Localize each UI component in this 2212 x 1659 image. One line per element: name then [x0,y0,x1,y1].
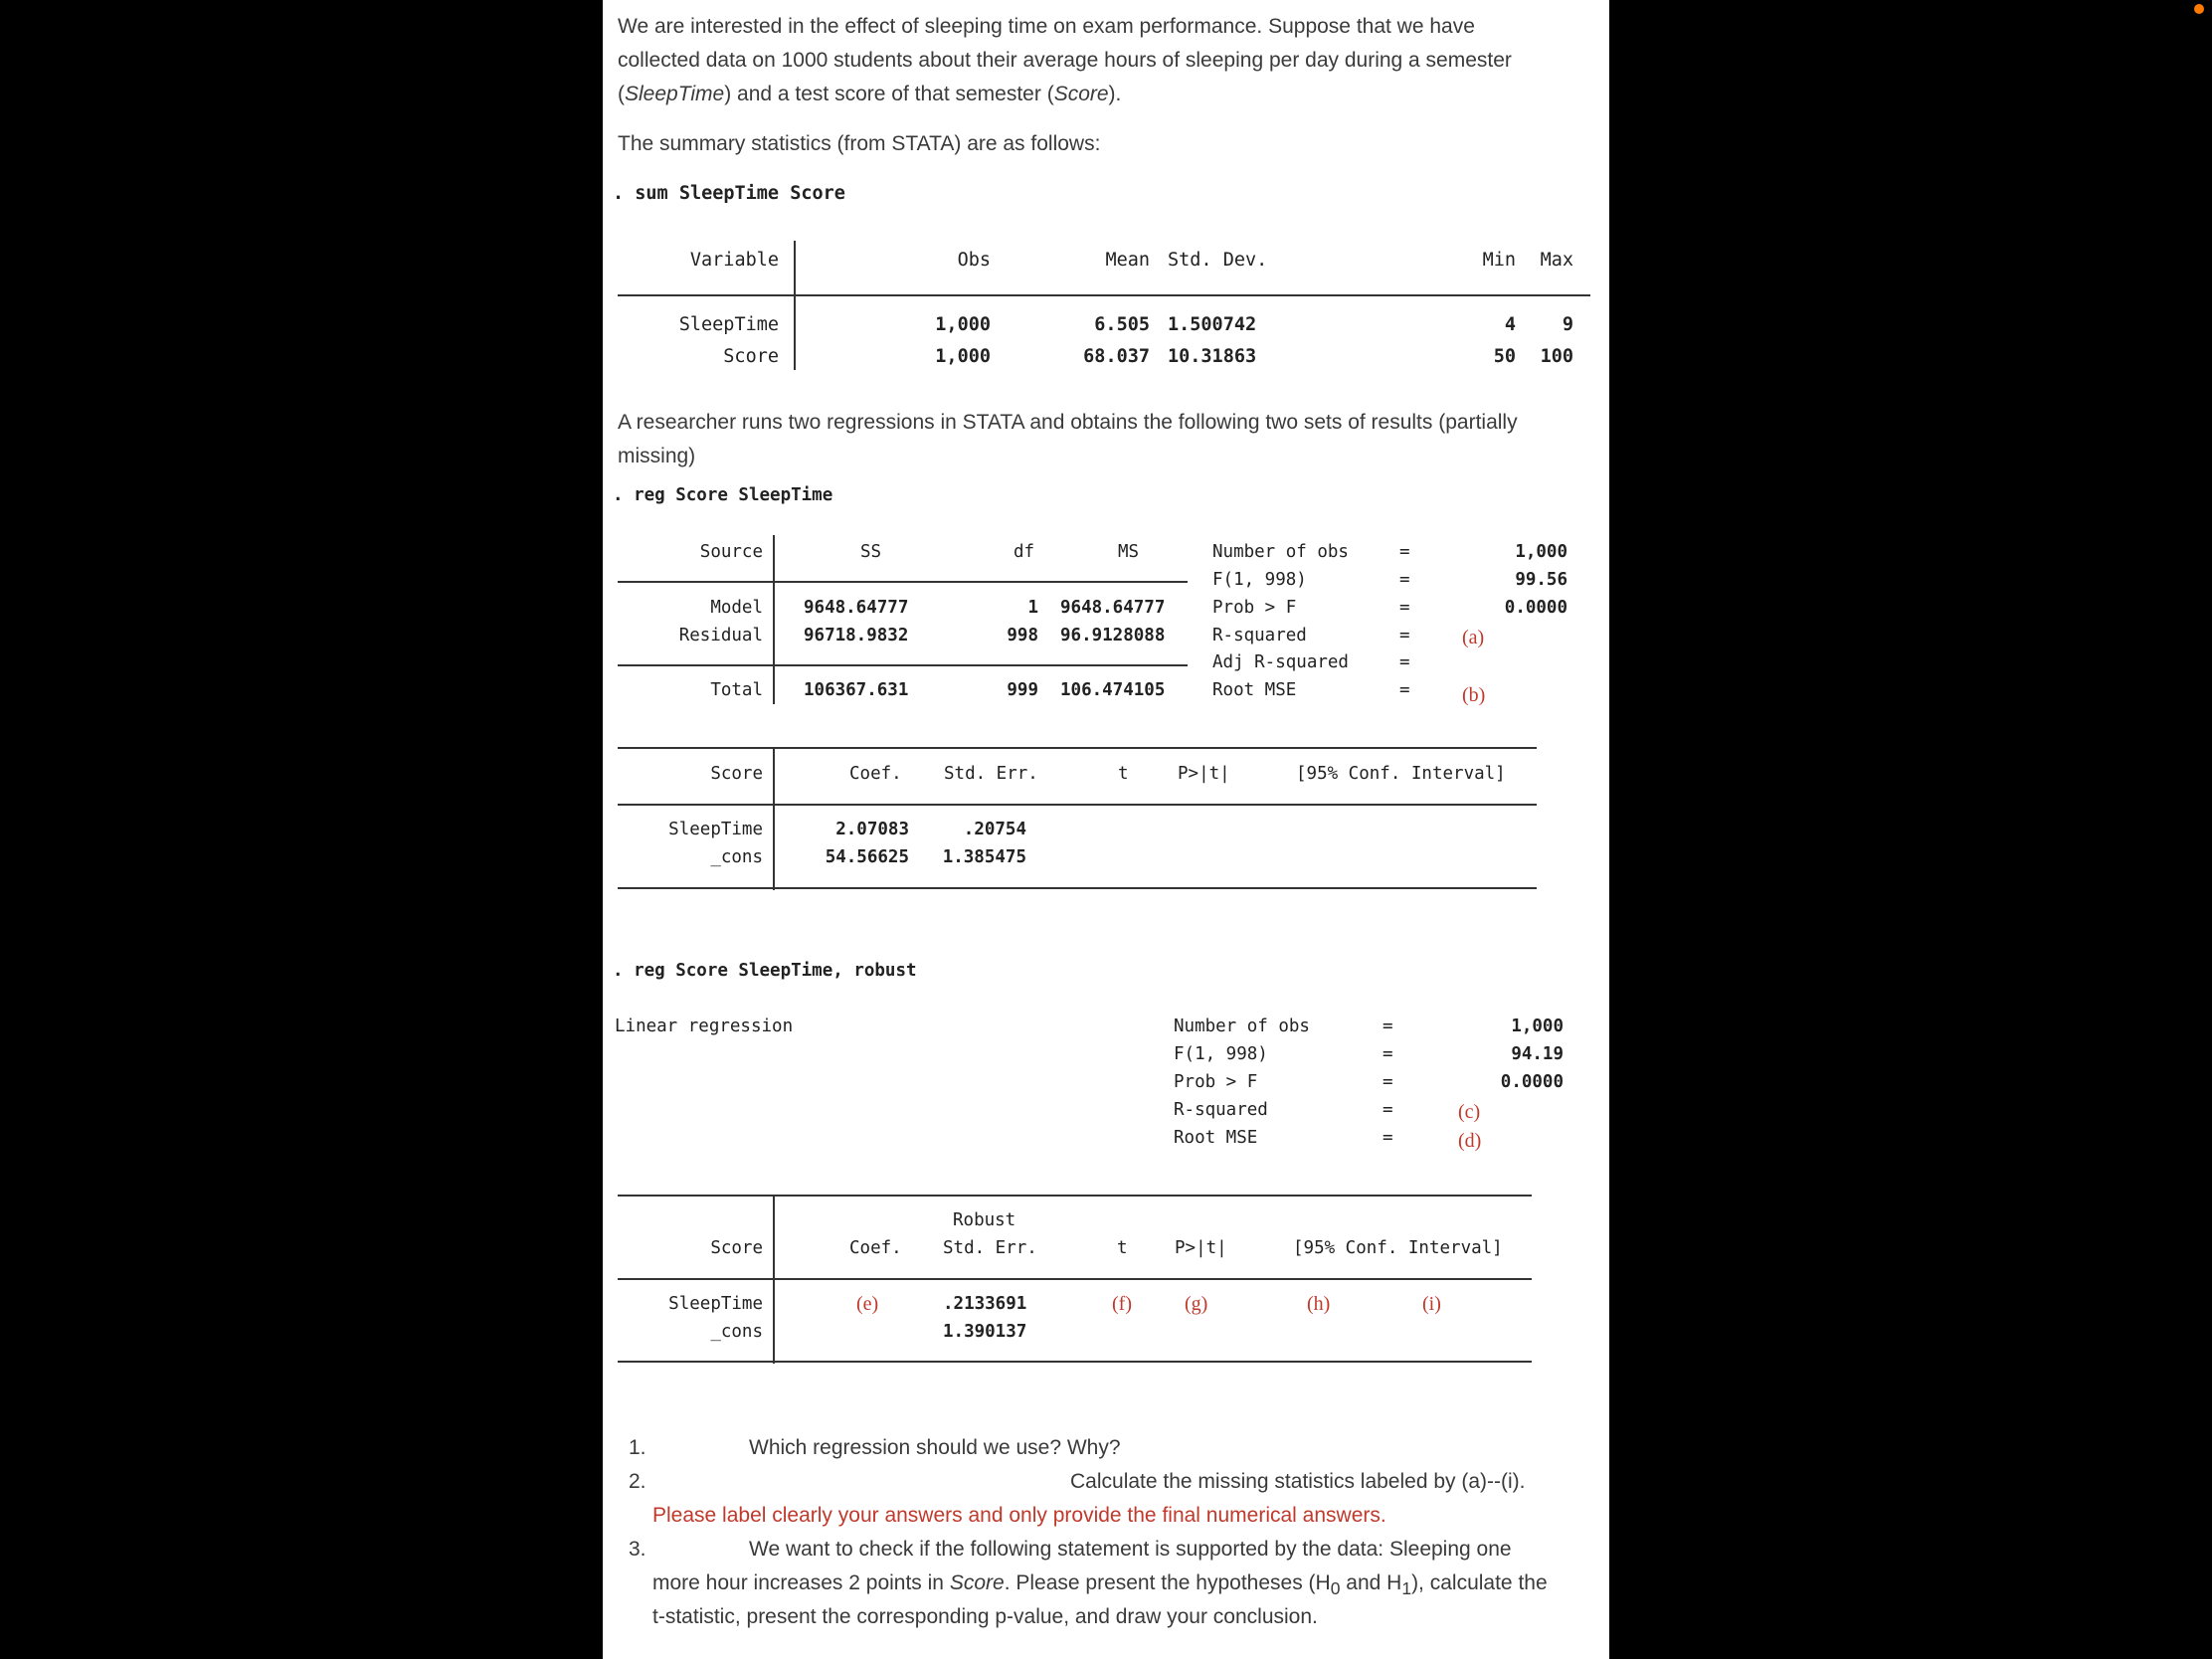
sum-command: . sum SleepTime Score [613,183,845,204]
sum-row-score-max: 100 [1540,346,1573,367]
reg1-row-total-ms: 106.474105 [1060,680,1166,700]
reg2-coef-header-p: P>|t| [1175,1238,1227,1258]
reg1-stat-eq: = [1399,570,1410,590]
reg1-coef-row-cons-se: 1.385475 [942,847,1026,867]
reg1-coef-header-ci: [95% Conf. Interval] [1296,764,1506,784]
reg1-stat-value: 99.56 [1515,570,1567,590]
question-2-warning: Please label clearly your answers and only provide the final numerical answers. [652,1504,1386,1527]
question-3-line-3: t-statistic, present the corresponding p-value, and draw your conclusion. [652,1605,1318,1628]
reg1-row-total-name: Total [710,680,763,700]
sum-row-sleeptime-name: SleepTime [678,314,779,335]
reg1-missing-b: (b) [1462,684,1486,706]
reg1-row-model-name: Model [710,598,763,618]
reg1-header-ms: MS [1118,542,1140,562]
reg2-coef-row-sleeptime-name: SleepTime [668,1294,763,1314]
reg1-stat-eq: = [1399,626,1410,645]
reg1-header-df: df [1014,542,1035,562]
document-page [603,0,1609,1659]
reg1-row-model-ms: 9648.64777 [1060,598,1166,618]
reg2-missing-h: (h) [1307,1293,1331,1315]
sum-header-variable: Variable [689,250,779,271]
sum-header-min: Min [1482,250,1516,271]
reg2-stat-eq: = [1382,1044,1393,1064]
summary-intro: The summary statistics (from STATA) are as follows: [618,132,1101,155]
reg2-stat-label: Root MSE [1174,1128,1258,1148]
sum-row-score-min: 50 [1493,346,1516,367]
reg1-coef-header-coef: Coef. [849,764,902,784]
reg2-stat-eq: = [1382,1100,1393,1120]
sum-header-max: Max [1540,250,1573,271]
reg1-header-ss: SS [860,542,882,562]
question-1-number: 1. [629,1436,646,1459]
reg1-row-total-ss: 106367.631 [804,680,909,700]
reg2-robust-label: Robust [953,1210,1016,1230]
reg2-title: Linear regression [615,1016,794,1036]
reg1-stat-value: 1,000 [1515,542,1567,562]
reg1-header-source: Source [699,542,763,562]
sum-row-score-obs: 1,000 [935,346,991,367]
reg2-coef-header-stderr: Std. Err. [943,1238,1037,1258]
reg2-stat-value: 94.19 [1511,1044,1564,1064]
reg2-missing-i: (i) [1422,1293,1441,1315]
reg2-stat-label: Prob > F [1174,1072,1258,1092]
reg1-stat-value: 0.0000 [1504,598,1567,618]
sum-row-sleeptime-min: 4 [1504,314,1516,335]
sum-header-mean: Mean [1105,250,1150,271]
reg1-row-model-ss: 9648.64777 [804,598,909,618]
reg2-missing-d: (d) [1458,1130,1482,1152]
reg1-stat-eq: = [1399,598,1410,618]
reg1-missing-a: (a) [1462,627,1485,648]
reg2-coef-header-ci: [95% Conf. Interval] [1293,1238,1503,1258]
reg1-command: . reg Score SleepTime [613,485,833,505]
reg1-stat-label: F(1, 998) [1212,570,1307,590]
researcher-line-1: A researcher runs two regressions in STATA and obtains the following two sets of results (partially [618,411,1518,434]
reg2-stat-label: F(1, 998) [1174,1044,1268,1064]
reg2-stat-eq: = [1382,1128,1393,1148]
reg1-coef-header-score: Score [710,764,763,784]
reg2-stat-label: Number of obs [1174,1016,1310,1036]
sum-row-sleeptime-mean: 6.505 [1094,314,1150,335]
reg2-stat-eq: = [1382,1016,1393,1036]
question-3-line-1: We want to check if the following statement is supported by the data: Sleeping one [749,1538,1512,1561]
sum-row-score-sd: 10.31863 [1168,346,1257,367]
reg2-coef-header-score: Score [710,1238,763,1258]
reg1-coef-row-sleeptime-coef: 2.07083 [835,820,909,839]
reg2-stat-value: 0.0000 [1500,1072,1564,1092]
reg2-command: . reg Score SleepTime, robust [613,961,917,981]
reg1-row-total-df: 999 [1007,680,1038,700]
reg1-row-residual-name: Residual [678,626,763,645]
sum-header-stddev: Std. Dev. [1168,250,1268,271]
sum-row-score-mean: 68.037 [1083,346,1150,367]
reg1-row-residual-ms: 96.9128088 [1060,626,1166,645]
question-3-number: 3. [629,1538,646,1561]
question-2-text: Calculate the missing statistics labeled by (a)--(i). [1070,1470,1526,1493]
reg2-coef-header-t: t [1117,1238,1128,1258]
reg2-stat-value: 1,000 [1511,1016,1564,1036]
reg2-missing-f: (f) [1112,1293,1132,1315]
notification-dot-icon [2194,4,2204,14]
reg2-coef-header-coef: Coef. [849,1238,902,1258]
reg1-stat-eq: = [1399,652,1410,672]
reg1-coef-row-cons-name: _cons [710,847,763,867]
intro-line-3: (SleepTime) and a test score of that semester (Score). [618,83,1122,105]
reg1-coef-row-sleeptime-se: .20754 [963,820,1026,839]
reg1-stat-label: R-squared [1212,626,1307,645]
sum-row-score-name: Score [723,346,779,367]
researcher-line-2: missing) [618,445,696,467]
sum-row-sleeptime-max: 9 [1562,314,1573,335]
question-2-number: 2. [629,1470,646,1493]
reg1-stat-eq: = [1399,542,1410,562]
reg1-row-residual-df: 998 [1007,626,1038,645]
question-1-text: Which regression should we use? Why? [749,1436,1121,1459]
reg1-stat-label: Number of obs [1212,542,1349,562]
reg2-coef-row-sleeptime-se: .2133691 [943,1294,1027,1314]
reg2-stat-label: R-squared [1174,1100,1268,1120]
reg2-coef-row-cons-se: 1.390137 [943,1322,1027,1342]
reg1-coef-row-cons-coef: 54.56625 [825,847,909,867]
reg1-coef-header-stderr: Std. Err. [944,764,1038,784]
reg1-stat-label: Root MSE [1212,680,1297,700]
reg1-coef-header-t: t [1118,764,1129,784]
reg2-stat-eq: = [1382,1072,1393,1092]
question-3-line-2: more hour increases 2 points in Score. Please present the hypotheses ($H_0$ and $H_1$), calculate the [652,1571,1548,1599]
intro-line-1: We are interested in the effect of sleeping time on exam performance. Suppose that we have [618,15,1475,38]
sum-header-obs: Obs [957,250,991,271]
sum-row-sleeptime-obs: 1,000 [935,314,991,335]
reg1-row-model-df: 1 [1027,598,1038,618]
reg1-coef-header-p: P>|t| [1178,764,1230,784]
reg2-missing-e: (e) [856,1293,879,1315]
intro-line-2: collected data on 1000 students about their average hours of sleeping per day during a semester [618,49,1512,72]
reg2-coef-row-cons-name: _cons [710,1322,763,1342]
reg1-stat-label: Adj R-squared [1212,652,1349,672]
reg1-coef-row-sleeptime-name: SleepTime [668,820,763,839]
reg1-stat-eq: = [1399,680,1410,700]
reg1-row-residual-ss: 96718.9832 [804,626,909,645]
reg1-stat-label: Prob > F [1212,598,1297,618]
sum-row-sleeptime-sd: 1.500742 [1168,314,1257,335]
reg2-missing-c: (c) [1458,1101,1481,1123]
reg2-missing-g: (g) [1185,1293,1208,1315]
